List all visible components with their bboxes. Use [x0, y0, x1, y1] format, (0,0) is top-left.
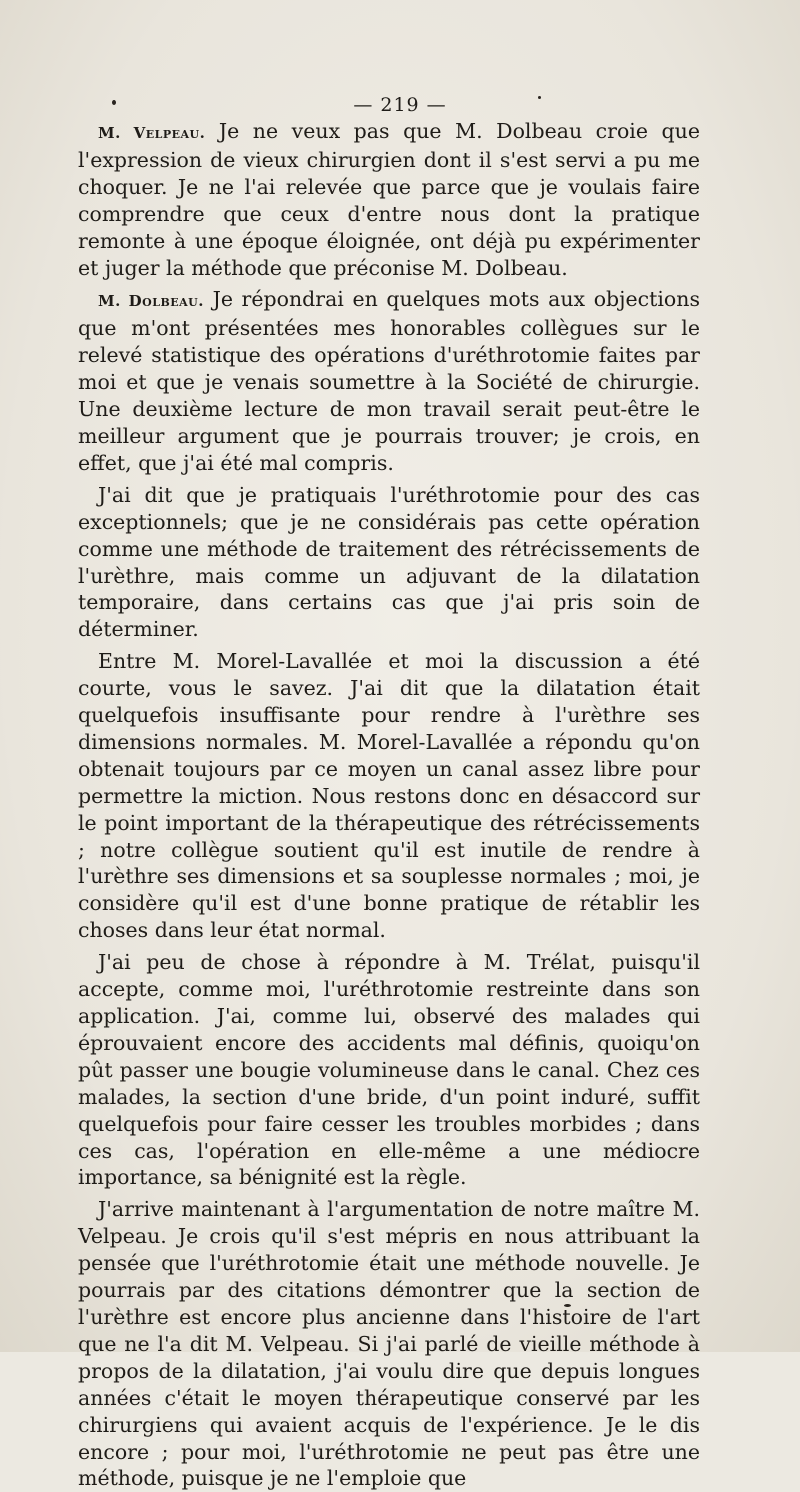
speaker-name: M. Velpeau. — [98, 124, 206, 142]
paragraph-dolbeau — [78, 286, 700, 476]
speaker-name: M. Dolbeau. — [98, 292, 204, 311]
paragraph: J'ai dit que je pratiquais l'uréthrotomie pour des cas exceptionnels; que je ne considérais pas cette opération comme une méthode de traitement des rétrécissements de l'urèthre, mais comme un adjuvant de la dilatation temporaire, dans certains cas que j'ai pris soin de déterminer. — [78, 482, 700, 642]
paragraph: J'arrive maintenant à l'argumentation de notre maître M. Velpeau. Je crois qu'il s'est mépris en nous attribuant la pensée que l'uréthrotomie était une méthode nouvelle. Je pourrais par des citations démontrer que la section de l'urèthre est encore plus ancienne dans l'histoire de l'art que ne l'a dit M. Velpeau. Si j'ai parlé de vieille méthode à propos de la dilatation, j'ai voulu dire que depuis longues années c'était le moyen thérapeutique conservé par les chirurgiens qui avaient acquis de l'expérience. Je le dis encore ; pour moi, l'uréthrotomie ne peut pas être une méthode, puisque je ne l'emploie que — [78, 1197, 700, 1491]
paragraph: J'ai peu de chose à répondre à M. Trélat, puisqu'il accepte, comme moi, l'uréthrotomie restreinte dans son application. J'ai, comme lui, observé des malades qui éprouvaient encore des accidents mal définis, quoiqu'on pût passer une bougie volumineuse dans le canal. Chez ces malades, la section d'une bride, d'un point induré, suffit quelquefois pour faire cesser les troubles morbides ; dans ces cas, l'opération en elle-même a une médiocre importance, sa bénignité est la règle. — [78, 950, 700, 1190]
page-number: — 219 — — [353, 94, 447, 116]
body-text — [78, 118, 700, 1492]
paragraph-velpeau — [78, 118, 700, 281]
paragraph: Entre M. Morel-Lavallée et moi la discussion a été courte, vous le savez. J'ai dit que la dilatation était quelquefois insuffisante pour rendre à l'urèthre ses dimensions normales. M. Morel-Lavallée a répondu qu'on obtenait toujours par ce moyen un canal assez libre pour permettre la miction. Nous restons donc en désaccord sur le point important de la thérapeutique des rétrécissements ; notre collègue soutient qu'il est inutile de rendre à l'urèthre ses dimensions et sa souplesse normales ; moi, je considère qu'il est d'une bonne pratique de rétablir les choses dans leur état normal. — [78, 649, 700, 943]
paragraph-text: Je répondrai en quelques mots aux objections que m'ont présentées mes honorables collègues sur le relevé statistique des opérations d'uréthrotomie faites par moi et que je venais soumettre à la Société de chirurgie. Une deuxième lecture de mon travail serait peut-être le meilleur argument que je pourrais trouver; je crois, en effet, que j'ai été mal compris. — [78, 287, 700, 475]
paragraph-text: Je ne veux pas que M. Dolbeau croie que l'expression de vieux chirurgien dont il s'est servi a pu me choquer. Je ne l'ai relevée que parce que je voulais faire comprendre que ceux d'entre nous dont la pratique remonte à une époque éloignée, ont déjà pu expérimenter et juger la méthode que préconise M. Dolbeau. — [78, 119, 700, 280]
